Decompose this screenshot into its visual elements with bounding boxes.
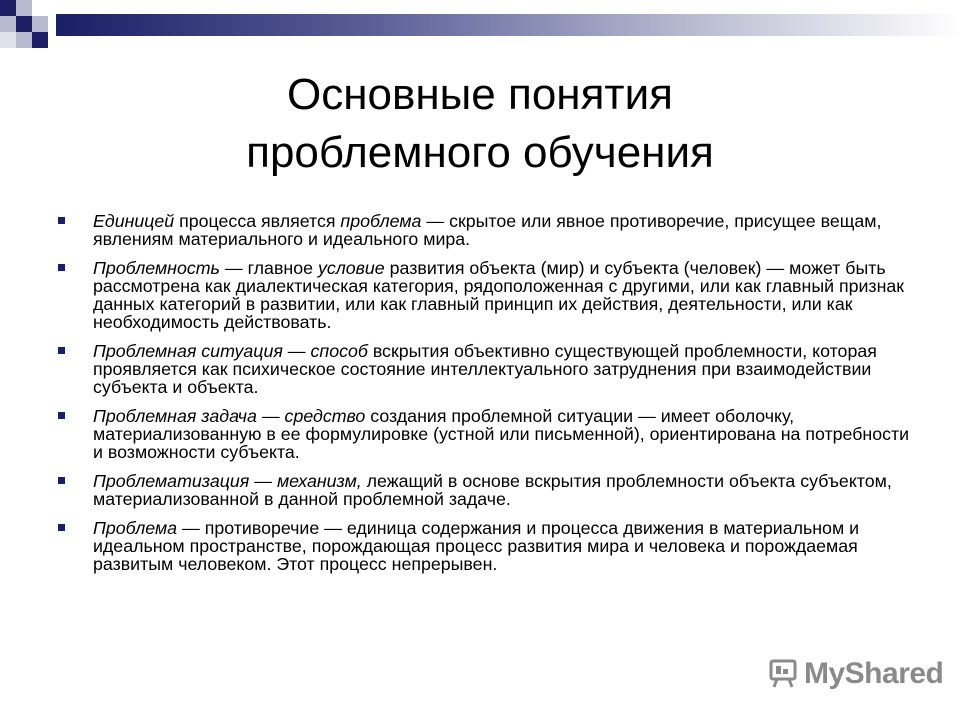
bullet-term: механизм,: [276, 471, 362, 491]
square-bullet-icon: [58, 264, 65, 271]
header-square-2: [16, 0, 32, 16]
logo-text: MyShared: [804, 657, 944, 690]
bullet-text: создания проблемной ситуации — имеет оболочку, материализованную в ее формулировке (устной или письменной), ориентирована на потребности и возможности субъекта.: [93, 406, 910, 462]
bullet-term: Проблемная задача: [93, 406, 257, 426]
bullet-item: [58, 472, 918, 508]
header-square-8: [0, 32, 16, 48]
header-square-1: [0, 0, 16, 16]
bullet-text: —: [256, 406, 285, 426]
square-bullet-icon: [58, 217, 65, 224]
square-bullet-icon: [58, 524, 65, 531]
square-bullet-icon: [58, 477, 65, 484]
bullet-term: условие: [317, 258, 385, 278]
bullet-item: [58, 212, 918, 248]
bullet-item: [58, 519, 918, 573]
bullet-term: проблема: [340, 211, 422, 231]
header-square-4: [16, 16, 32, 32]
bullet-term: Проблема: [93, 518, 178, 538]
square-bullet-icon: [58, 347, 65, 354]
bullet-text: —: [249, 471, 277, 491]
bullet-item: [58, 407, 918, 461]
header-square-3: [0, 16, 16, 32]
header-gradient-bar: [56, 14, 960, 36]
presentation-board-icon: [768, 659, 798, 689]
bullet-item: [58, 259, 918, 331]
watermark-logo: [768, 658, 943, 690]
header-square-6: [16, 32, 32, 48]
slide-title-line-1: Основные понятия: [287, 70, 673, 119]
header-square-7: [32, 32, 48, 48]
bullet-text: —: [282, 341, 311, 361]
bullet-text: вскрытия объективно существующей проблемности, которая проявляется как психическое состояние интеллектуального затруднения при взаимодействии субъекта и объекта.: [93, 341, 877, 397]
bullet-term: Единицей: [93, 211, 175, 231]
bullet-item: [58, 342, 918, 396]
bullet-text: процесса является: [174, 211, 341, 231]
bullet-term: Проблемная ситуация: [93, 341, 283, 361]
bullet-text: — противоречие — единица содержания и процесса движения в материальном и идеальном пространстве, порождающая процесс развития мира и человека и порождаемая развитым человеком. Этот процесс непрерывен.: [93, 518, 860, 574]
bullet-text: развития объекта (мир) и субъекта (человек) — может быть рассмотрена как диалектическая категория, рядоположенная с другими, или как главный признак данных категорий в развитии, или как главный принцип их действия, деятельности, или как необходимость действовать.: [93, 258, 905, 332]
bullet-text: — главное: [219, 258, 318, 278]
header-square-5: [32, 16, 48, 32]
slide-title-line-2: проблемного обучения: [246, 128, 714, 177]
bullet-list: [58, 212, 918, 584]
bullet-text: — скрытое или явное противоречие, присущее вещам, явлениям материального и идеального мира.: [93, 211, 882, 249]
bullet-term: Проблематизация: [93, 471, 250, 491]
square-bullet-icon: [58, 412, 65, 419]
slide-title: [0, 66, 960, 182]
bullet-term: Проблемность: [93, 258, 220, 278]
bullet-term: способ: [310, 341, 368, 361]
bullet-term: средство: [284, 406, 366, 426]
bullet-text: лежащий в основе вскрытия проблемности объекта субъектом, материализованной в данной проблемной задаче.: [93, 471, 892, 509]
